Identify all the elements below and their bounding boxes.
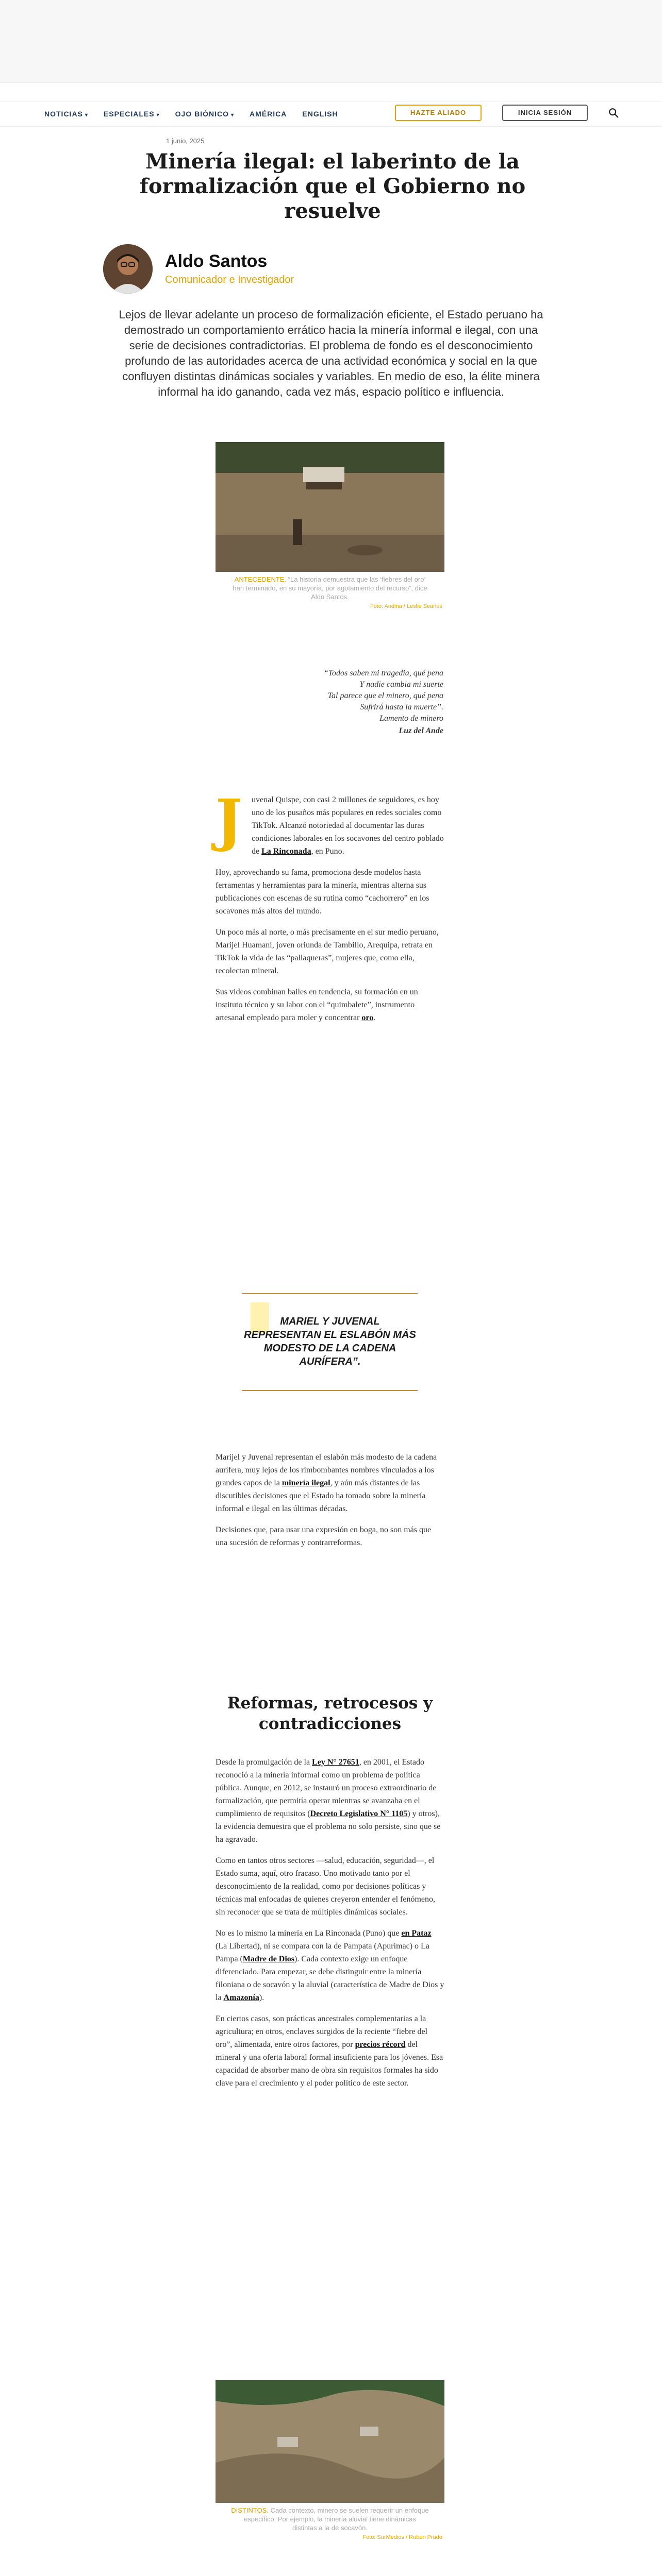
epigraph-line: Sufrirá hasta la muerte”. (360, 703, 443, 711)
pull-quote-bottom-rule (242, 1390, 418, 1391)
caption-label: DISTINTOS. (231, 2506, 269, 2514)
caption-label: ANTECEDENTE. (234, 575, 287, 583)
photo-alluvial-mining (216, 2380, 444, 2503)
caption-text: Cada contexto, minero se suelen requerir un enfoque específico. Por ejemplo, la minería aluvial tiene dinámicas distintas a la de socavón. (244, 2506, 429, 2532)
figure-mining-raft (216, 442, 444, 609)
figure-caption (216, 2503, 444, 2532)
author-role: Comunicador e Investigador (165, 274, 294, 285)
article-body-part-3 (216, 1756, 444, 2098)
search-button[interactable] (606, 106, 621, 120)
paragraph-text: ) y otros), la evidencia demuestra que el problema no solo persiste, sino que se ha agravado. (216, 1809, 441, 1844)
paragraph-text: . (373, 1013, 376, 1022)
link-precios-record[interactable]: precios récord (355, 2040, 406, 2049)
paragraph-text: No es lo mismo la minería en La Rinconada (Puno) que (216, 1929, 402, 1938)
link-mineria-ilegal[interactable]: minería ilegal (282, 1479, 330, 1487)
pull-quote-text: MARIEL Y JUVENAL REPRESENTAN EL ESLABÓN MÁS MODESTO DE LA CADENA AURÍFERA”. (244, 1316, 416, 1367)
link-oro[interactable]: oro (361, 1013, 374, 1022)
epigraph (289, 668, 443, 737)
photo-river-dredge (216, 442, 444, 572)
caption-text: “La historia demuestra que las ‘fiebres del oro’ han terminado, en su mayoría, por agotamiento del recurso”, dice Aldo Santos. (233, 575, 427, 601)
paragraph: Decisiones que, para usar una expresión en boga, no son más que una sucesión de reformas y contrarreformas. (216, 1526, 432, 1547)
author-avatar[interactable] (103, 244, 153, 294)
photo-credit: Foto: Andina / Leslie Searles (370, 603, 442, 609)
paragraph-text: ). Cada contexto exige un enfoque diferenciado. Para empezar, se debe distinguir entre la minería filoniana o de socavón y la aluvial (característica de Madre de Dios y la (216, 1955, 444, 2002)
author-name[interactable]: Aldo Santos (165, 251, 268, 271)
nav-item-english[interactable]: ENGLISH (302, 110, 338, 118)
pull-quote-top-rule (242, 1293, 418, 1294)
epigraph-line: “Todos saben mi tragedia, qué pena (323, 669, 443, 677)
paragraph-text: ). (259, 1993, 264, 2002)
paragraph-text: (La Libertad), ni se compara con la de Pampata (Apurímac) o La Pampa ( (216, 1942, 429, 1963)
nav-item-label: NOTICIAS (44, 110, 83, 118)
article-body-part-2 (216, 1451, 444, 1557)
figure-flooded-mining (216, 2380, 444, 2540)
paragraph-text: , y aún más distantes de las discutibles decisiones que el Estado ha tomado sobre la minería informal e ilegal en las últimas décadas. (216, 1479, 426, 1513)
chevron-down-icon: ▾ (231, 112, 235, 118)
nav-item-label: ESPECIALES (103, 110, 155, 118)
link-amazonia[interactable]: Amazonía (223, 1993, 259, 2002)
paragraph (216, 1451, 444, 1515)
paragraph-text: En ciertos casos, son prácticas ancestrales complementarias a la agricultura; en otros, enclaves surgidos de la reciente “fiebre del oro”, alimentada, entre otros factores, por (216, 2014, 428, 2049)
epigraph-source: Luz del Ande (399, 726, 443, 735)
paragraph-text: uvenal Quispe, con casi 2 millones de seguidores, es hoy uno de los pusaños más populares en redes sociales como TikTok. Alcanzó notoriedad al documentar las duras condiciones laborales en los socavones del centro poblado de (252, 795, 444, 856)
paragraph: Hoy, aprovechando su fama, promociona desde modelos hasta ferramentas y herramientas para la minería, mientras alterna sus publicaciones con escenas de su rutina como “cachorrero” en los socavones más altos del mundo. (216, 868, 429, 916)
paragraph-text: , en Puno. (311, 847, 344, 856)
article-title: Minería ilegal: el laberinto de la formalización que el Gobierno no resuelve (139, 149, 526, 223)
paragraph (216, 787, 444, 858)
paragraph-text: Marijel y Juvenal representan el eslabón más modesto de la cadena aurífera, muy lejos de los rimbombantes nombres vinculados a los grandes capos de la (216, 1453, 437, 1487)
search-icon (608, 107, 619, 118)
epigraph-line: Y nadie cambia mi suerte (359, 680, 443, 689)
link-madre-de-dios[interactable]: Madre de Dios (242, 1955, 295, 1963)
paragraph (216, 986, 444, 1024)
link-la-rinconada[interactable]: La Rinconada (261, 847, 311, 856)
figure-caption (216, 572, 444, 601)
nav-item-noticias[interactable] (44, 110, 88, 118)
paragraph-text: Sus videos combinan bailes en tendencia, su formación en un instituto técnico y su labor con el “quimbalete”, instrumento artesanal empleado para moler y concentrar (216, 988, 418, 1022)
author-photo (103, 244, 153, 294)
epigraph-line: Lamento de minero (379, 714, 443, 723)
nav-item-ojo-bionico[interactable] (175, 110, 234, 118)
article-lead: Lejos de llevar adelante un proceso de formalización eficiente, el Estado peruano ha demostrado un comportamiento errático hacia la minería informal e ilegal, con una serie de decisiones contradictorias. El problema de fondo es el desconocimiento profundo de las autoridades acerca de una actividad económica y social en la que confluyen distintas dinámicas sociales y variables. En medio de eso, la élite minera informal ha ido ganando, cada vez más, espacio político e influencia. (119, 308, 543, 398)
nav-item-label: OJO BIÓNICO (175, 110, 229, 118)
paragraph-text: del mineral y una oferta laboral formal insuficiente para los jóvenes. Esa capacidad de absorber mano de obra sin requisitos formales ha sido clave para el crecimiento y el poder político de este sector. (216, 2040, 443, 2088)
hazte-aliado-button[interactable]: HAZTE ALIADO (395, 105, 482, 121)
article-date: 1 junio, 2025 (166, 137, 205, 145)
link-ley-27651[interactable]: Ley N° 27651 (312, 1758, 359, 1767)
article-body-part-1 (216, 787, 444, 1032)
paragraph (216, 2012, 444, 2090)
epigraph-line: Tal parece que el minero, qué pena (327, 691, 443, 700)
pull-quote (242, 1293, 418, 1391)
paragraph: Como en tantos otros sectores —salud, educación, seguridad—, el Estado suma, aquí, otro fracaso. Uno motivado tanto por el desconocimiento de la realidad, como por decisiones políticas y técnicas mal enfocadas de quienes creyeron entender el fenómeno, sin reconocer que se trata de múltiples dinámicas sociales. (216, 1856, 436, 1917)
paragraph: Un poco más al norte, o más precisamente en el sur medio peruano, Marijel Huamaní, joven oriunda de Tambillo, Arequipa, retrata en TikTok la vida de las “pallaqueras”, mujeres que, como ella, recolectan mineral. (216, 928, 439, 975)
nav-item-especiales[interactable] (104, 110, 160, 118)
login-button[interactable]: INICIA SESIÓN (502, 105, 588, 121)
drop-cap: J (216, 787, 243, 853)
chevron-down-icon: ▾ (156, 112, 160, 118)
paragraph-text: , en 2001, el Estado reconoció a la minería informal como un problema de política pública. Aunque, en 2012, se instauró un proceso extraordinario de formalización, que permitía operar mientras se avanzaba en el cumplimiento de requisitos ( (216, 1758, 437, 1818)
link-decreto-1105[interactable]: Decreto Legislativo N° 1105 (310, 1809, 408, 1818)
link-pataz[interactable]: en Pataz (401, 1929, 432, 1938)
paragraph (216, 1756, 444, 1846)
nav-items (44, 101, 338, 126)
section-heading: Reformas, retrocesos y contradicciones (227, 1694, 433, 1733)
top-banner-area (0, 0, 662, 83)
nav-item-america[interactable]: AMÉRICA (250, 110, 287, 118)
photo-credit: Foto: SurMedios / Ruben Prado (362, 2534, 442, 2540)
chevron-down-icon: ▾ (85, 112, 88, 118)
paragraph-text: Desde la promulgación de la (216, 1758, 312, 1767)
paragraph (216, 1927, 444, 2004)
